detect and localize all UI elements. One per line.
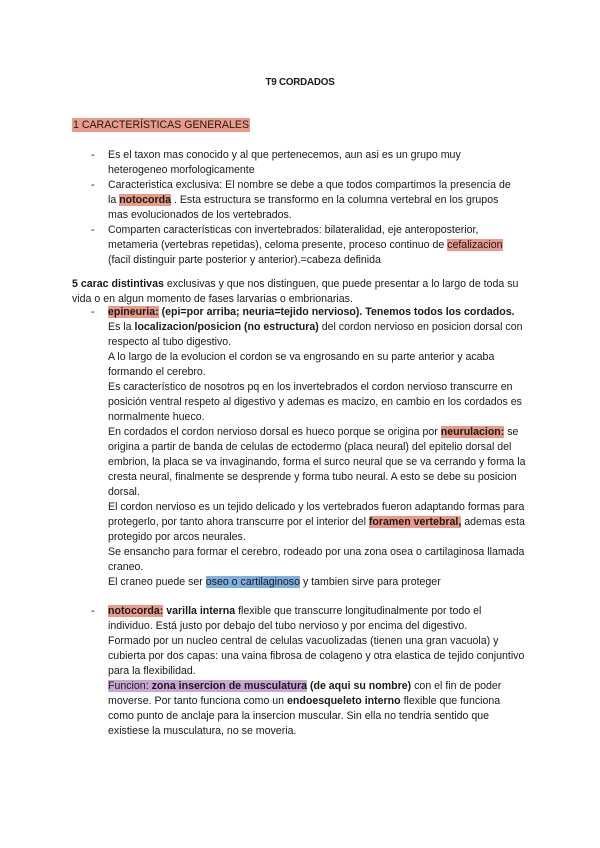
intro-bold: 5 carac distintivas: [72, 278, 164, 290]
notocorda-paragraph-2: Formado por un nucleo central de celulas vacuolizadas (tienen una gran vacuola) y cubierta por dos capas: una vaina fibrosa de colageno y otra elastica de tejido conjuntivo para la flexibilidad.: [108, 635, 525, 677]
bullet-dash: -: [91, 179, 95, 191]
bullet-dash: -: [91, 149, 95, 161]
highlight-funcion: [108, 680, 307, 692]
notocorda-definition: varilla interna: [163, 605, 236, 617]
item-text: y tambien sirve para proteger: [300, 576, 441, 588]
funcion-label: Funcion:: [108, 680, 152, 692]
item-text: El craneo puede ser: [108, 576, 206, 588]
notocorda-paragraph-3: [108, 679, 528, 739]
bullet-dash: -: [91, 224, 95, 236]
localizacion-bold: localizacion/posicion (no estructura): [134, 321, 319, 333]
list-item: [91, 223, 521, 268]
list-item: [91, 148, 521, 178]
list-item-notocorda: [91, 604, 528, 739]
page-title: T9 CORDADOS: [265, 77, 335, 88]
item-text: Es la: [108, 321, 135, 333]
highlight-neurulacion: neurulacion:: [440, 426, 505, 438]
list-item-epineuria: [91, 305, 528, 590]
endoesqueleto-bold: endoesqueleto interno: [287, 695, 401, 707]
intro-text: exclusivas y que nos distinguen, que puede presentar a lo largo de toda su vida o en algun momento de fases larvarias o embrionarias.: [72, 278, 519, 305]
item-text: . Esta estructura se transformo en la columna vertebral en los grupos mas evolucionados de los vertebrados.: [108, 194, 499, 221]
epineuria-paragraph-2: A lo largo de la evolucion el cordon se va engrosando en su parte anterior y acaba formando el cerebro.: [108, 351, 495, 378]
epineuria-paragraph-4: [108, 425, 528, 500]
item-text: Caracteristica exclusiva: El nombre se debe a que todos compartimos la presencia de la: [108, 179, 511, 206]
highlight-epineuria: epineuria:: [108, 306, 159, 318]
epineuria-definition: (epi=por arriba; neuria=tejido nervioso). Tenemos todos los cordados.: [158, 306, 515, 318]
bullet-dash: -: [91, 306, 95, 318]
item-text: En cordados el cordon nervioso dorsal es hueco porque se origina por: [108, 426, 441, 438]
list-item: [91, 178, 521, 223]
distinctive-intro: [72, 277, 528, 307]
distinctive-traits-list: [91, 305, 528, 739]
epineuria-paragraph-5: [108, 500, 528, 545]
highlight-foramen: foramen vertebral,: [368, 516, 462, 528]
highlight-cefalizacion: cefalizacion: [447, 239, 503, 251]
funcion-bold: zona insercion de musculatura: [151, 680, 307, 692]
notocorda-paragraph-1: [108, 604, 528, 634]
item-text: flexible que funciona como punto de anclaje para la insercion muscular. Sin ella no tendria sentido que existiese la musculatura, no se moveria.: [108, 695, 501, 737]
item-text: Comparten características con invertebrados: bilateralidad, eje anteroposterior, metameria (vertebras repetidas), celoma presente, proceso continuo de: [108, 224, 479, 251]
item-text: ademas esta protegido por arcos neurales.: [108, 516, 525, 543]
item-text: se origina a partir de banda de celulas de ectodermo (placa neural) del epitelio dorsal del embrion, la placa se va invaginando, forma el surco neural que se va cerrando y forma la cresta neural, finalmente se desprende y forma tubo neural. A esto se debe su posicion dorsal.: [108, 426, 526, 498]
highlight-notocorda: notocorda: [119, 194, 171, 206]
item-text: flexible que transcurre longitudinalmente por todo el individuo. Está justo por debajo del tubo nervioso y por encima del digestivo.: [108, 605, 482, 632]
item-text: con el fin de poder moverse. Por tanto funciona como un: [108, 680, 502, 707]
general-characteristics-list: [91, 148, 521, 268]
bullet-dash: -: [91, 605, 95, 617]
item-text: Es el taxon mas conocido y al que pertenecemos, aun asi es un grupo muy heterogeneo morfologicamente: [108, 149, 461, 176]
epineuria-paragraph-3: Es característico de nosotros pq en los invertebrados el cordon nervioso transcurre en posición ventral respeto al digestivo y ademas es macizo, en cambio en los cordados es normalmente hueco.: [108, 381, 522, 423]
epineuria-paragraph-1: [108, 305, 528, 350]
funcion-paren: (de aqui su nombre): [307, 680, 412, 692]
highlight-oseo: oseo o cartilaginoso: [205, 576, 300, 588]
item-text: (facil distinguir parte posterior y anterior).=cabeza definida: [108, 254, 381, 266]
item-text: del cordon nervioso en posicion dorsal con respecto al tubo digestivo.: [108, 321, 523, 348]
item-text: El cordon nervioso es un tejido delicado y los vertebrados fueron adaptando formas para protegerlo, por tanto ahora transcurre por el interior del: [108, 501, 525, 528]
epineuria-paragraph-6: Se ensancho para formar el cerebro, rodeado por una zona osea o cartilaginosa llamada craneo.: [108, 546, 525, 573]
highlight-notocorda-term: notocorda:: [108, 605, 164, 617]
epineuria-paragraph-7: [108, 575, 528, 590]
section-heading: 1 CARACTERÍSTICAS GENERALES: [73, 119, 250, 131]
